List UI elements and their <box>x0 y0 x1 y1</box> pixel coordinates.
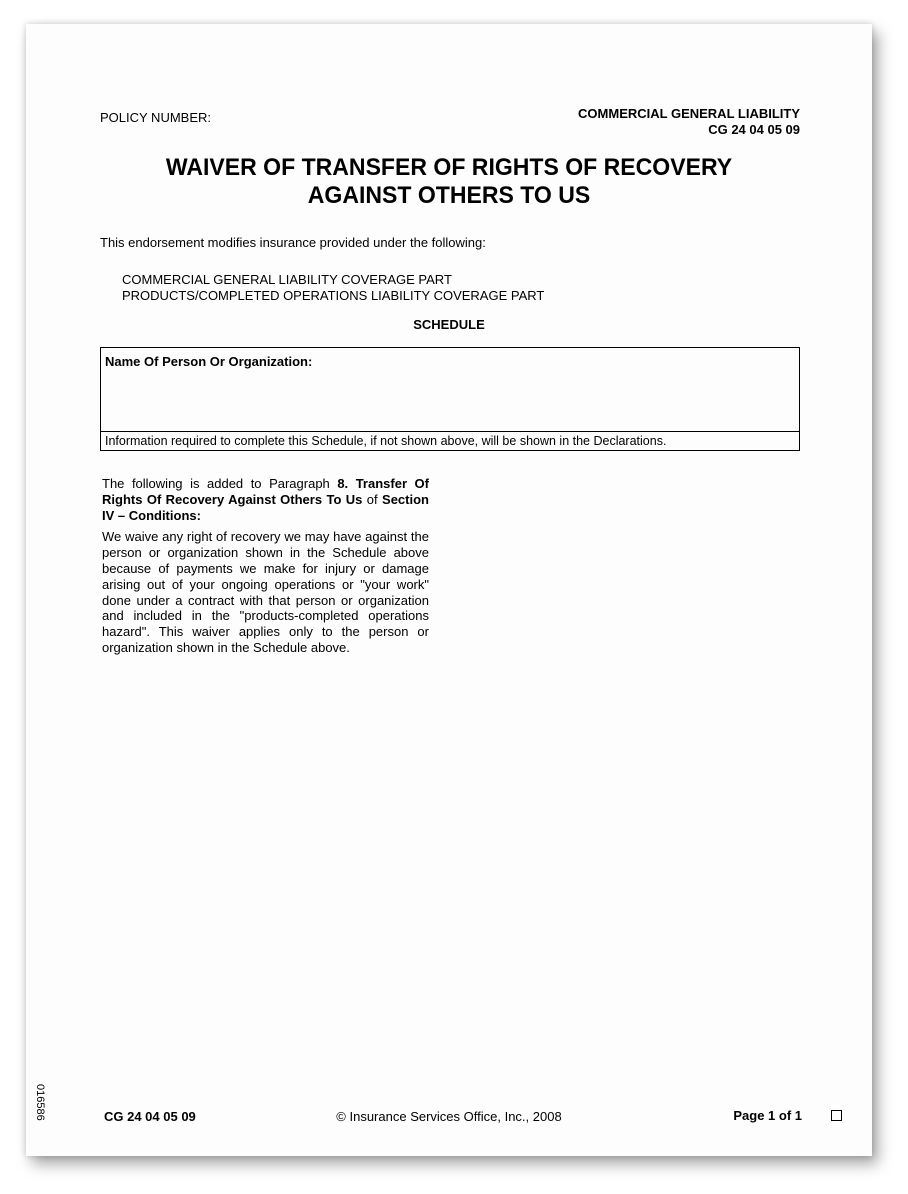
coverage-parts-list <box>122 272 544 304</box>
form-number: CG 24 04 05 09 <box>708 122 800 137</box>
p1-prefix: The following is added to Paragraph <box>102 476 338 491</box>
policy-number-label: POLICY NUMBER: <box>100 110 212 125</box>
intro-text: This endorsement modifies insurance provided under the following: <box>100 235 486 250</box>
p1-mid: of <box>362 491 383 507</box>
title-line-1: WAIVER OF TRANSFER OF RIGHTS OF RECOVERY <box>165 154 733 181</box>
coverage-part-item: PRODUCTS/COMPLETED OPERATIONS LIABILITY COVERAGE PART <box>122 288 545 303</box>
form-category: COMMERCIAL GENERAL LIABILITY <box>578 106 800 121</box>
title-line-2: AGAINST OTHERS TO US <box>307 182 591 209</box>
body-paragraph-1 <box>102 476 429 523</box>
schedule-name-label: Name Of Person Or Organization: <box>105 354 313 369</box>
footer-checkbox-square <box>831 1110 842 1121</box>
footer-page-number: Page 1 of 1 <box>733 1108 802 1123</box>
schedule-note: Information required to complete this Schedule, if not shown above, will be shown in the Declarations. <box>105 434 667 448</box>
side-form-code: 016586 <box>34 1084 46 1121</box>
schedule-divider <box>101 431 799 432</box>
body-paragraph-2: We waive any right of recovery we may have against the person or organization shown in the Schedule above because of payments we make for injury or damage arising out of your ongoing operations or "your work" done under a contract with that person or organization and included in the "products-completed operations hazard". This waiver applies only to the person or organization shown in the Schedule above. <box>102 529 429 655</box>
schedule-heading: SCHEDULE <box>413 317 485 332</box>
p1-bold-reference: 8. Transfer Of Rights Of Recovery Against Others To Us <box>102 476 429 507</box>
document-page <box>26 24 872 1156</box>
footer-copyright: © Insurance Services Office, Inc., 2008 <box>336 1109 562 1124</box>
endorsement-body <box>102 476 429 656</box>
coverage-part-item: COMMERCIAL GENERAL LIABILITY COVERAGE PART <box>122 272 452 287</box>
form-header <box>578 106 800 138</box>
p1-bold-section: Section IV – Conditions: <box>102 491 429 523</box>
page-title <box>43 154 855 210</box>
schedule-table <box>100 347 800 451</box>
footer-form-number: CG 24 04 05 09 <box>104 1109 196 1124</box>
